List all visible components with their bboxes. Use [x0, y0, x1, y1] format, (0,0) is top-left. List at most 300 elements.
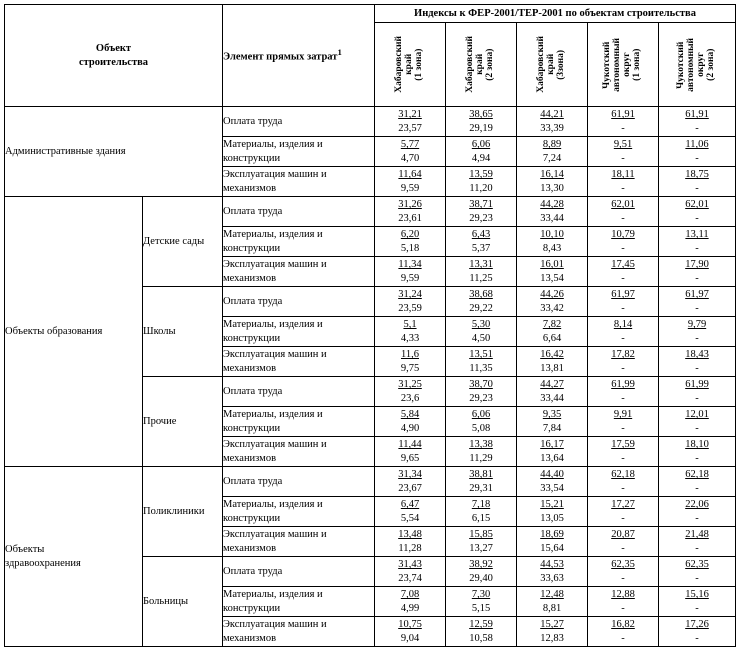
index-value-previous: - [621, 572, 625, 584]
index-value-current: 61,97 [611, 289, 635, 301]
index-value-cell [446, 377, 517, 407]
index-value-current: 8,89 [542, 139, 562, 151]
index-value-current: 15,21 [540, 499, 564, 511]
index-value-previous: - [695, 212, 699, 224]
index-value-current: 62,35 [685, 559, 709, 571]
index-value-current: 11,44 [398, 439, 422, 451]
index-value-current: 17,26 [685, 619, 709, 631]
index-value-current: 22,06 [685, 499, 709, 511]
cost-element-label: Оплата труда [223, 287, 375, 317]
index-value-previous: 15,64 [540, 542, 564, 554]
index-value-cell [659, 317, 736, 347]
index-value-cell [588, 197, 659, 227]
index-value-current: 12,59 [469, 619, 493, 631]
index-value-previous: - [621, 542, 625, 554]
index-value-current: 18,11 [611, 169, 635, 181]
table-body [5, 107, 736, 647]
index-value-cell [588, 497, 659, 527]
object-group-name: Объекты образования [5, 197, 143, 467]
index-value-current: 38,71 [469, 199, 493, 211]
index-value-cell [659, 497, 736, 527]
index-value-previous: 8,81 [542, 602, 562, 614]
index-value-previous: 11,29 [469, 452, 493, 464]
index-value-current: 6,43 [471, 229, 491, 241]
header-zone-1 [375, 23, 446, 107]
index-value-cell [588, 137, 659, 167]
index-value-current: 8,14 [613, 319, 633, 331]
index-value-cell [446, 227, 517, 257]
index-value-previous: - [695, 362, 699, 374]
index-value-previous: - [621, 512, 625, 524]
index-value-current: 38,65 [469, 109, 493, 121]
cost-element-label: Оплата труда [223, 467, 375, 497]
cost-element-label: Оплата труда [223, 557, 375, 587]
index-value-cell [375, 587, 446, 617]
index-value-current: 13,38 [469, 439, 493, 451]
index-value-previous: - [621, 152, 625, 164]
index-value-cell [446, 167, 517, 197]
index-value-current: 15,85 [469, 529, 493, 541]
index-value-current: 11,6 [401, 349, 419, 361]
index-value-cell [659, 467, 736, 497]
index-value-cell [588, 287, 659, 317]
index-value-previous: 29,31 [469, 482, 493, 494]
cost-element-label: Оплата труда [223, 377, 375, 407]
index-value-previous: 5,54 [400, 512, 420, 524]
index-value-current: 6,06 [471, 139, 491, 151]
index-value-previous: 6,64 [542, 332, 562, 344]
index-value-current: 9,91 [613, 409, 633, 421]
index-value-previous: 29,23 [469, 392, 493, 404]
header-zone-2-text: Хабаровский край (2 зона) [465, 36, 495, 93]
index-value-cell [517, 557, 588, 587]
index-value-cell [375, 227, 446, 257]
index-value-cell [588, 437, 659, 467]
index-value-previous: 11,28 [398, 542, 422, 554]
index-value-current: 31,21 [398, 109, 422, 121]
index-value-current: 11,06 [685, 139, 709, 151]
index-value-previous: - [621, 392, 625, 404]
index-value-cell [375, 137, 446, 167]
index-value-cell [517, 467, 588, 497]
header-zone-4-text: Чукотский автономный округ (1 зона) [602, 37, 642, 92]
index-value-current: 62,01 [611, 199, 635, 211]
index-value-current: 18,10 [685, 439, 709, 451]
index-value-cell [375, 407, 446, 437]
index-value-cell [517, 587, 588, 617]
index-value-current: 17,82 [611, 349, 635, 361]
index-value-current: 15,27 [540, 619, 564, 631]
index-value-current: 11,34 [398, 259, 422, 271]
cost-element-label: Материалы, изделия и конструкции [223, 137, 375, 167]
index-value-previous: 4,94 [471, 152, 491, 164]
index-value-previous: - [695, 392, 699, 404]
index-value-previous: 4,50 [471, 332, 491, 344]
index-value-cell [659, 197, 736, 227]
index-value-previous: - [695, 242, 699, 254]
index-value-cell [588, 347, 659, 377]
index-value-cell [446, 107, 517, 137]
index-value-cell [375, 317, 446, 347]
index-value-cell [659, 617, 736, 647]
index-value-cell [588, 587, 659, 617]
index-value-current: 31,43 [398, 559, 422, 571]
header-zone-1-text: Хабаровский край (1 зона) [394, 36, 424, 93]
index-value-previous: 33,54 [540, 482, 564, 494]
index-value-current: 9,79 [687, 319, 707, 331]
index-value-cell [659, 377, 736, 407]
index-value-cell [659, 527, 736, 557]
index-value-cell [517, 347, 588, 377]
index-value-previous: 23,61 [398, 212, 422, 224]
cost-element-label: Эксплуатация машин и механизмов [223, 437, 375, 467]
index-value-cell [446, 527, 517, 557]
index-value-cell [446, 137, 517, 167]
index-value-previous: - [695, 122, 699, 134]
index-value-cell [375, 527, 446, 557]
index-value-cell [517, 377, 588, 407]
index-value-current: 13,11 [685, 229, 709, 241]
index-value-current: 44,26 [540, 289, 564, 301]
index-value-current: 61,99 [611, 379, 635, 391]
header-element [223, 5, 375, 107]
index-value-current: 21,48 [685, 529, 709, 541]
index-value-previous: 5,37 [471, 242, 491, 254]
index-value-current: 12,48 [540, 589, 564, 601]
index-value-previous: 7,24 [542, 152, 562, 164]
index-value-cell [588, 407, 659, 437]
index-value-cell [659, 407, 736, 437]
index-value-previous: - [621, 602, 625, 614]
index-value-cell [659, 167, 736, 197]
index-value-cell [517, 617, 588, 647]
index-value-previous: - [695, 572, 699, 584]
index-value-cell [659, 107, 736, 137]
index-value-current: 7,18 [471, 499, 491, 511]
index-value-current: 31,34 [398, 469, 422, 481]
header-element-footnote: 1 [337, 47, 342, 58]
index-value-current: 5,77 [400, 139, 420, 151]
index-value-current: 5,1 [403, 319, 417, 331]
cost-element-label: Материалы, изделия и конструкции [223, 587, 375, 617]
cost-element-label: Эксплуатация машин и механизмов [223, 167, 375, 197]
index-value-previous: 29,40 [469, 572, 493, 584]
cost-element-label: Эксплуатация машин и механизмов [223, 347, 375, 377]
index-value-cell [446, 617, 517, 647]
object-subgroup-name: Поликлиники [143, 467, 223, 557]
index-value-current: 9,51 [613, 139, 633, 151]
index-value-previous: - [695, 602, 699, 614]
index-value-previous: 23,6 [400, 392, 420, 404]
index-value-cell [517, 167, 588, 197]
index-value-previous: - [621, 242, 625, 254]
index-value-cell [659, 287, 736, 317]
index-value-current: 44,27 [540, 379, 564, 391]
header-indices-title: Индексы к ФЕР-2001/ТЕР-2001 по объектам строительства [375, 5, 736, 23]
index-value-current: 5,84 [400, 409, 420, 421]
index-value-cell [517, 107, 588, 137]
index-value-cell [659, 257, 736, 287]
header-element-text: Элемент прямых затрат [223, 51, 338, 63]
index-value-previous: 33,42 [540, 302, 564, 314]
index-value-previous: - [695, 512, 699, 524]
index-value-previous: - [695, 332, 699, 344]
index-value-cell [446, 257, 517, 287]
header-zone-3 [517, 23, 588, 107]
index-value-cell [659, 347, 736, 377]
index-value-previous: 8,43 [542, 242, 562, 254]
index-value-current: 18,69 [540, 529, 564, 541]
index-value-cell [375, 437, 446, 467]
index-value-cell [659, 137, 736, 167]
index-value-cell [588, 107, 659, 137]
header-zone-2 [446, 23, 517, 107]
index-value-current: 18,75 [685, 169, 709, 181]
index-value-cell [517, 497, 588, 527]
cost-element-label: Эксплуатация машин и механизмов [223, 617, 375, 647]
index-value-cell [375, 167, 446, 197]
index-value-current: 17,90 [685, 259, 709, 271]
index-value-current: 15,16 [685, 589, 709, 601]
index-value-previous: - [621, 122, 625, 134]
index-value-cell [517, 317, 588, 347]
index-value-previous: 5,15 [471, 602, 491, 614]
index-value-previous: 13,27 [469, 542, 493, 554]
indices-table [4, 4, 736, 647]
cost-element-label: Материалы, изделия и конструкции [223, 227, 375, 257]
index-value-cell [588, 257, 659, 287]
index-value-current: 16,82 [611, 619, 635, 631]
index-value-previous: - [695, 152, 699, 164]
object-subgroup-name: Детские сады [143, 197, 223, 287]
index-value-previous: - [621, 482, 625, 494]
index-value-cell [659, 587, 736, 617]
table-row [5, 467, 736, 497]
index-value-current: 6,06 [471, 409, 491, 421]
index-value-cell [446, 497, 517, 527]
cost-element-label: Оплата труда [223, 107, 375, 137]
index-value-current: 17,45 [611, 259, 635, 271]
index-value-cell [517, 287, 588, 317]
index-value-current: 61,99 [685, 379, 709, 391]
index-value-current: 31,25 [398, 379, 422, 391]
index-value-current: 6,20 [400, 229, 420, 241]
index-value-current: 17,59 [611, 439, 635, 451]
index-value-previous: 9,59 [400, 182, 420, 194]
index-value-current: 38,70 [469, 379, 493, 391]
index-value-previous: 11,25 [469, 272, 493, 284]
index-value-cell [517, 257, 588, 287]
index-value-current: 16,17 [540, 439, 564, 451]
index-value-current: 44,53 [540, 559, 564, 571]
index-value-previous: 23,74 [398, 572, 422, 584]
index-value-cell [375, 197, 446, 227]
index-value-cell [446, 467, 517, 497]
index-value-cell [588, 617, 659, 647]
index-value-current: 10,10 [540, 229, 564, 241]
index-value-previous: - [621, 362, 625, 374]
index-value-previous: 4,90 [400, 422, 420, 434]
index-value-previous: 13,81 [540, 362, 564, 374]
index-value-current: 18,43 [685, 349, 709, 361]
index-value-current: 13,31 [469, 259, 493, 271]
header-zone-5 [659, 23, 736, 107]
index-value-current: 9,35 [542, 409, 562, 421]
index-value-current: 7,82 [542, 319, 562, 331]
index-value-previous: - [695, 542, 699, 554]
index-value-previous: 13,30 [540, 182, 564, 194]
index-value-current: 62,18 [685, 469, 709, 481]
index-value-previous: - [695, 452, 699, 464]
index-value-previous: 29,22 [469, 302, 493, 314]
index-value-previous: 9,75 [400, 362, 420, 374]
header-zone-4 [588, 23, 659, 107]
index-value-current: 44,21 [540, 109, 564, 121]
index-value-current: 38,68 [469, 289, 493, 301]
index-value-cell [517, 437, 588, 467]
index-value-cell [375, 467, 446, 497]
index-value-current: 62,35 [611, 559, 635, 571]
index-value-current: 38,81 [469, 469, 493, 481]
index-value-current: 12,88 [611, 589, 635, 601]
index-value-current: 16,01 [540, 259, 564, 271]
index-value-cell [446, 557, 517, 587]
index-value-previous: - [621, 272, 625, 284]
index-value-current: 13,51 [469, 349, 493, 361]
cost-element-label: Материалы, изделия и конструкции [223, 407, 375, 437]
object-subgroup-name: Прочие [143, 377, 223, 467]
header-zone-3-text: Хабаровский край (3зона) [536, 36, 566, 93]
index-value-current: 10,79 [611, 229, 635, 241]
object-group-name: Объекты здравоохранения [5, 467, 143, 647]
index-value-previous: 9,04 [400, 632, 420, 644]
index-value-current: 61,91 [611, 109, 635, 121]
index-value-cell [446, 587, 517, 617]
index-value-previous: 4,70 [400, 152, 420, 164]
index-value-current: 6,47 [400, 499, 420, 511]
index-value-current: 38,92 [469, 559, 493, 571]
index-value-cell [375, 617, 446, 647]
index-value-cell [588, 317, 659, 347]
cost-element-label: Эксплуатация машин и механизмов [223, 527, 375, 557]
object-group-name: Административные здания [5, 107, 223, 197]
index-value-previous: 33,44 [540, 212, 564, 224]
index-value-cell [588, 377, 659, 407]
index-value-previous: 11,35 [469, 362, 493, 374]
index-value-previous: 33,44 [540, 392, 564, 404]
index-value-cell [375, 257, 446, 287]
index-value-previous: - [695, 182, 699, 194]
index-value-previous: 13,05 [540, 512, 564, 524]
index-value-current: 13,48 [398, 529, 422, 541]
index-value-cell [517, 527, 588, 557]
index-value-previous: 23,59 [398, 302, 422, 314]
index-value-previous: - [621, 452, 625, 464]
index-value-previous: - [695, 302, 699, 314]
index-value-previous: 29,19 [469, 122, 493, 134]
index-value-current: 16,42 [540, 349, 564, 361]
index-value-previous: 4,99 [400, 602, 420, 614]
header-zone-5-text: Чукотский автономный округ (2 зона) [676, 37, 716, 92]
index-value-previous: - [621, 182, 625, 194]
table-row [5, 107, 736, 137]
index-value-cell [517, 407, 588, 437]
index-value-cell [446, 407, 517, 437]
index-value-cell [446, 437, 517, 467]
index-value-cell [517, 137, 588, 167]
cost-element-label: Материалы, изделия и конструкции [223, 317, 375, 347]
index-value-current: 62,18 [611, 469, 635, 481]
index-value-cell [588, 557, 659, 587]
cost-element-label: Оплата труда [223, 197, 375, 227]
object-subgroup-name: Больницы [143, 557, 223, 647]
index-value-previous: - [621, 212, 625, 224]
index-value-previous: 10,58 [469, 632, 493, 644]
index-value-cell [375, 497, 446, 527]
index-value-current: 44,28 [540, 199, 564, 211]
index-value-previous: 5,08 [471, 422, 491, 434]
index-value-previous: 6,15 [471, 512, 491, 524]
index-value-previous: 33,39 [540, 122, 564, 134]
index-value-current: 31,26 [398, 199, 422, 211]
index-value-previous: - [695, 422, 699, 434]
index-value-cell [375, 377, 446, 407]
index-value-current: 62,01 [685, 199, 709, 211]
index-value-cell [659, 227, 736, 257]
index-value-cell [517, 227, 588, 257]
index-value-cell [517, 197, 588, 227]
index-value-current: 7,08 [400, 589, 420, 601]
index-value-current: 11,64 [398, 169, 422, 181]
index-value-previous: 5,18 [400, 242, 420, 254]
index-value-previous: 9,65 [400, 452, 420, 464]
index-value-current: 10,75 [398, 619, 422, 631]
index-value-current: 61,97 [685, 289, 709, 301]
index-value-previous: 23,57 [398, 122, 422, 134]
index-value-cell [446, 287, 517, 317]
table-row [5, 197, 736, 227]
index-value-cell [446, 347, 517, 377]
index-value-current: 7,30 [471, 589, 491, 601]
index-value-previous: 13,64 [540, 452, 564, 464]
index-value-previous: - [621, 332, 625, 344]
index-value-previous: 29,23 [469, 212, 493, 224]
cost-element-label: Материалы, изделия и конструкции [223, 497, 375, 527]
index-value-previous: - [621, 422, 625, 434]
index-value-cell [659, 437, 736, 467]
index-value-cell [375, 347, 446, 377]
index-value-cell [375, 107, 446, 137]
index-value-cell [588, 527, 659, 557]
object-subgroup-name: Школы [143, 287, 223, 377]
index-value-cell [446, 317, 517, 347]
index-value-previous: - [695, 482, 699, 494]
index-value-current: 44,40 [540, 469, 564, 481]
index-value-cell [588, 167, 659, 197]
index-value-previous: - [621, 302, 625, 314]
index-value-previous: 4,33 [400, 332, 420, 344]
index-value-previous: 23,67 [398, 482, 422, 494]
header-object: Объект строительства [5, 5, 223, 107]
index-value-current: 31,24 [398, 289, 422, 301]
index-value-previous: 9,59 [400, 272, 420, 284]
index-value-current: 17,27 [611, 499, 635, 511]
index-value-previous: - [695, 632, 699, 644]
index-value-current: 16,14 [540, 169, 564, 181]
index-value-previous: 33,63 [540, 572, 564, 584]
index-value-cell [659, 557, 736, 587]
index-value-previous: 12,83 [540, 632, 564, 644]
